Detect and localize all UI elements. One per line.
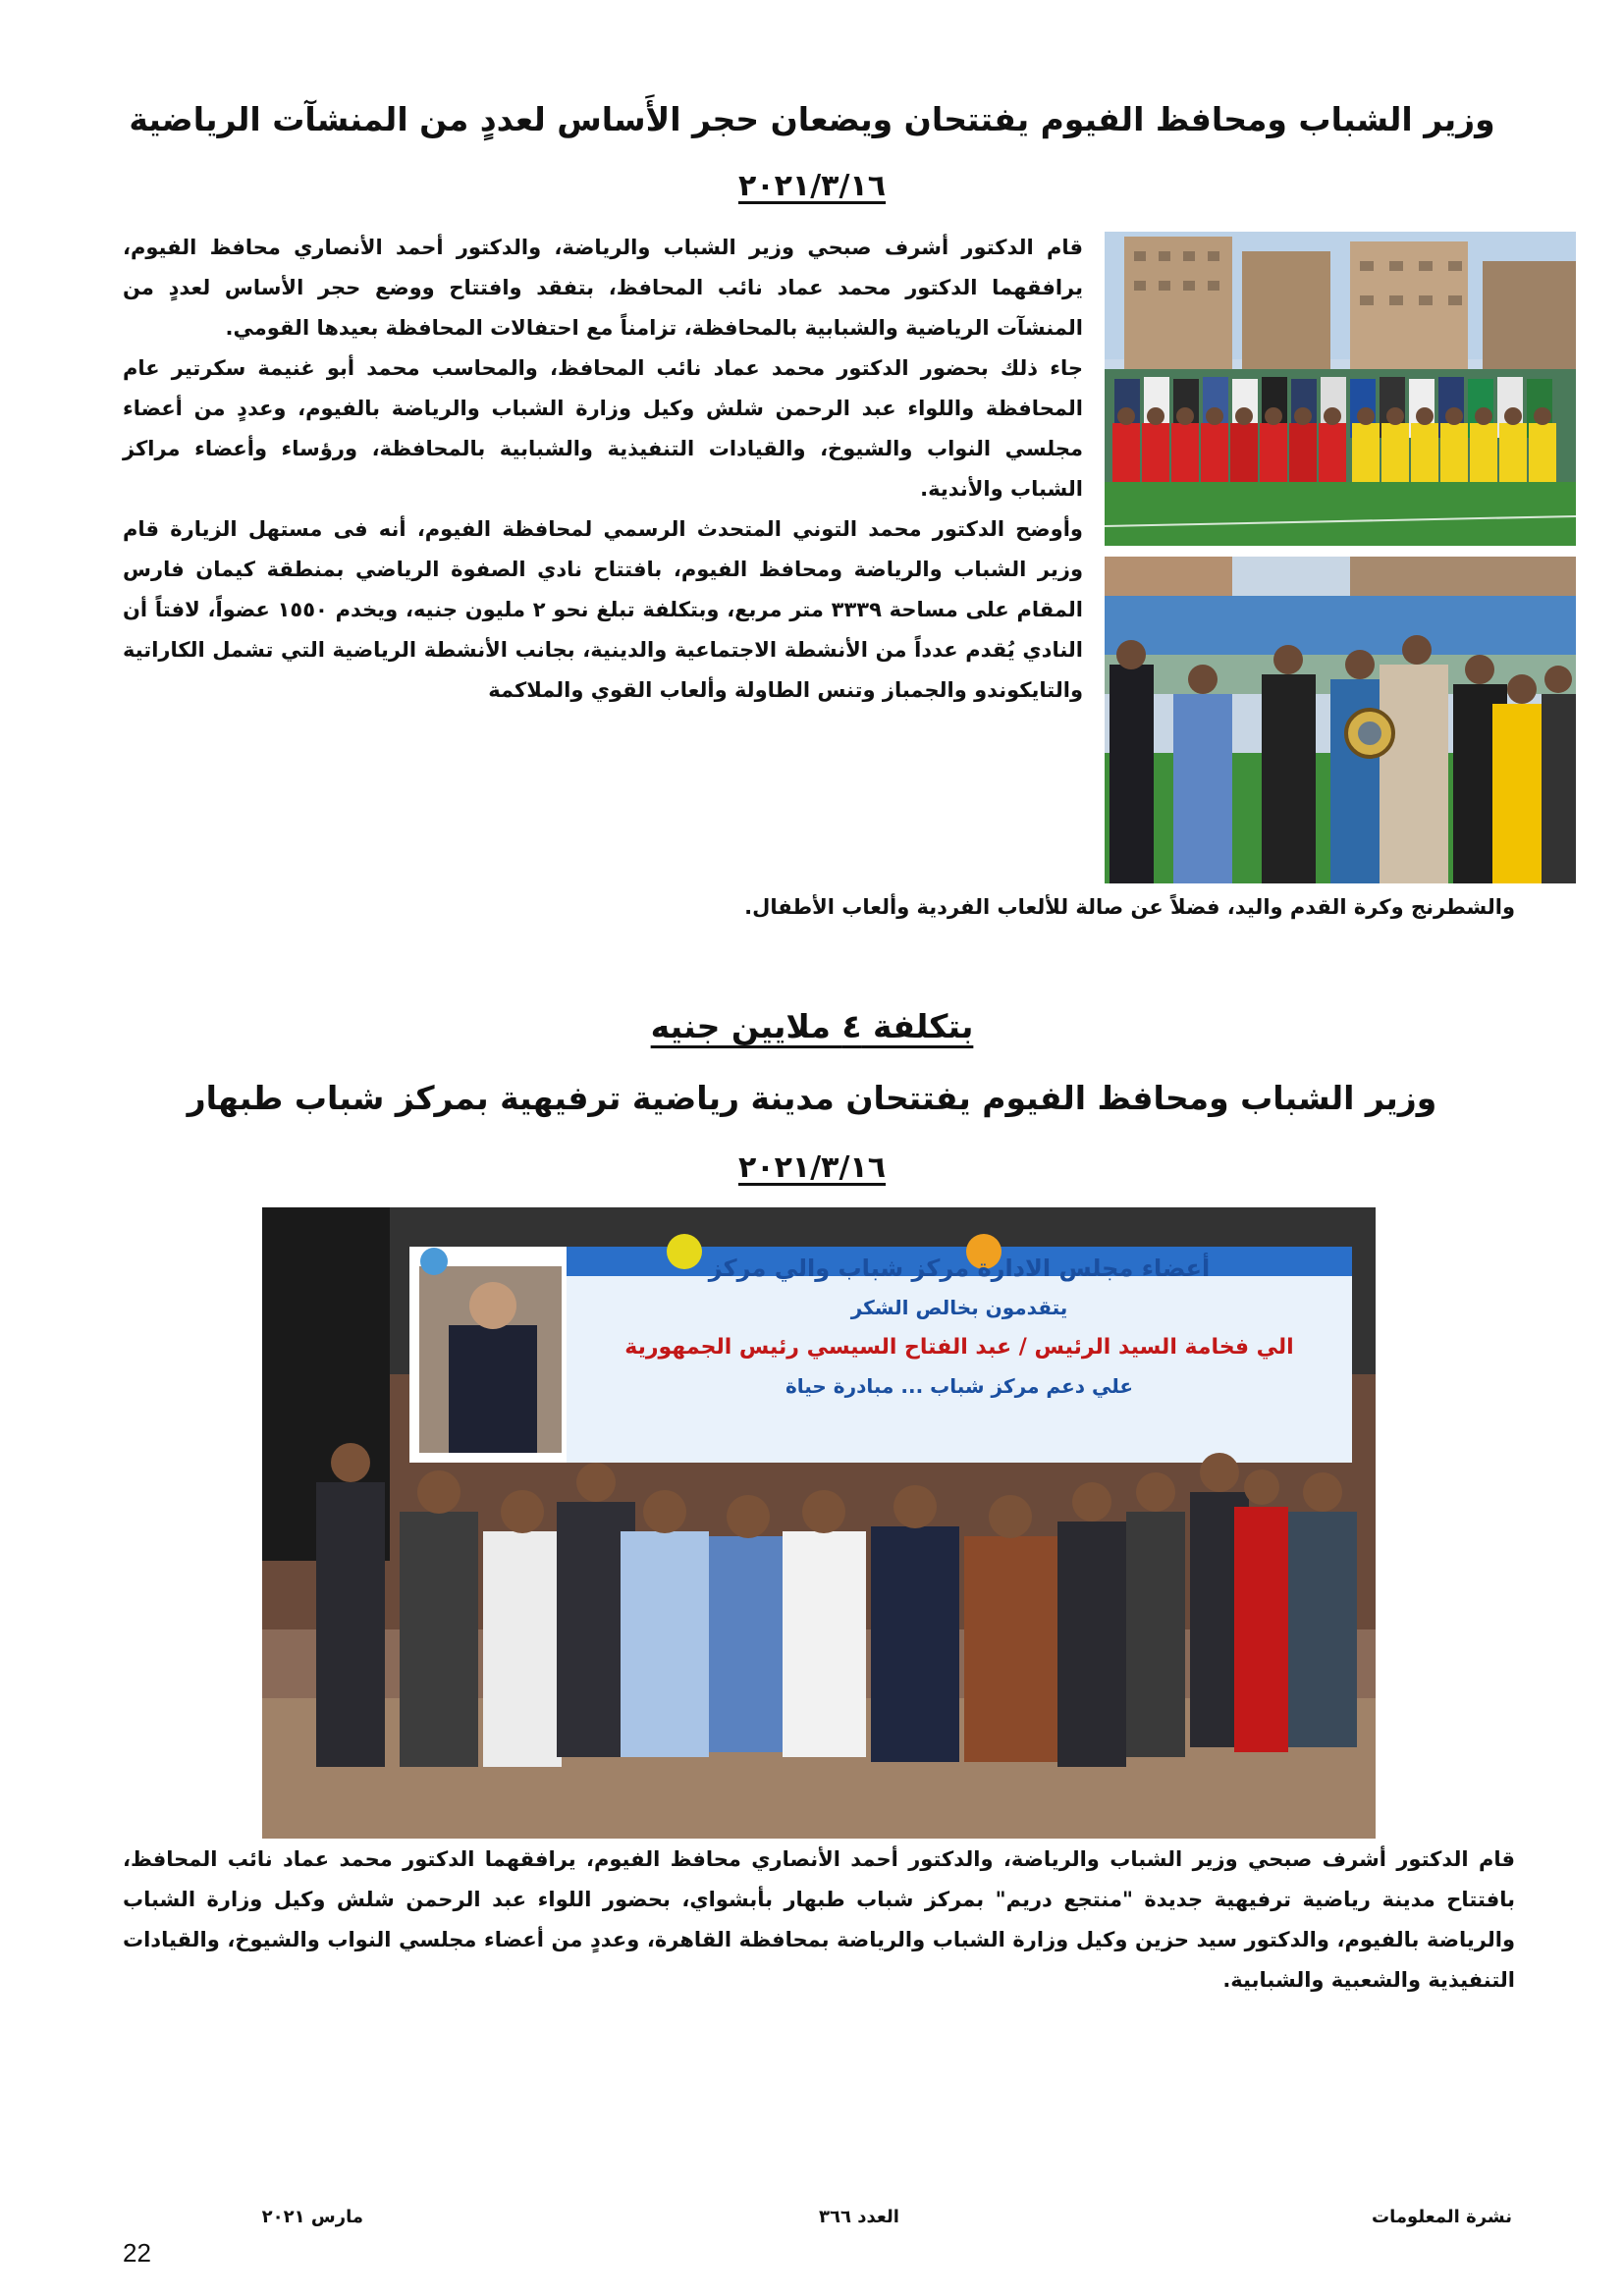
people-illustration [262,1374,1376,1839]
page-number: 22 [123,2238,151,2268]
article1-paragraph: وأوضح الدكتور محمد التوني المتحدث الرسمي لمحافظة الفيوم، أنه فى مستهل الزيارة قام وزير الشباب والرياضة ومحافظ الفيوم، بافتتاح نادي الصفوة الرياضي بمنطقة كيمان فارس المقام على مساحة ٣٣٣٩ متر مربع، وبتكلفة تبلغ نحو ٢ مليون جنيه، ويخدم ١٥٥٠ عضواً، لافتاً أن النادي يُقدم عدداً من الأنشطة الاجتماعية والدينية، بجانب الأنشطة الرياضية التي تشمل الكاراتية والتايكوندو والجمباز وتنس الطاولة وألعاب القوي والملاكمة [123,517,1084,702]
group-photo [262,1207,1376,1839]
article1-paragraph: جاء ذلك بحضور الدكتور محمد عماد نائب المحافظ، والمحاسب محمد أبو غنيمة سكرتير عام المحافظة واللواء عبد الرحمن شلش وكيل وزارة الشباب والرياضة بالفيوم، وعددٍ من أعضاء مجلسي النواب والشيوخ، والقيادات التنفيذية والشبابية بالمحافظة، ورؤساء وأعضاء مراكز الشباب والأندية. [123,356,1083,501]
footer-issue: العدد ٣٦٦ [819,2207,899,2227]
article2-title: وزير الشباب ومحافظ الفيوم يفتتحان مدينة رياضية ترفيهية بمركز شباب طبهار [187,1079,1437,1117]
article2-date: ٢٠٢١/٣/١٦ [737,1150,887,1185]
team-photo [1105,232,1576,546]
banner-line4: علي دعم مركز شباب ... مبادرة حياة [785,1374,1134,1398]
award-photo [1105,557,1576,883]
banner-line1: أعضاء مجلس الادارة مركز شباب والي مركز [708,1255,1211,1282]
article1-tail: والشطرنج وكرة القدم واليد، فضلاً عن صالة للألعاب الفردية وألعاب الأطفال. [744,895,1515,919]
footer-month: مارس ٢٠٢١ [261,2207,363,2227]
article1-paragraph: قام الدكتور أشرف صبحي وزير الشباب والرياضة، والدكتور أحمد الأنصاري محافظ الفيوم، يرافقهما الدكتور محمد عماد نائب المحافظ، بتفقد وافتتاح ووضع حجر الأساس لعددٍ من المنشآت الرياضية والشبابية بالمحافظة، تزامناً مع احتفالات المحافظة بعيدها القومي. [123,236,1083,340]
banner-line2: يتقدمون بخالص الشكر [850,1296,1068,1319]
article1-body [123,228,1083,711]
article1-date: ٢٠٢١/٣/١٦ [737,169,887,203]
article2-kicker: بتكلفة ٤ ملايين جنيه [650,1007,974,1045]
article1-title: وزير الشباب ومحافظ الفيوم يفتتحان ويضعان حجر الأَساس لعددٍ من المنشآت الرياضية [129,100,1495,138]
banner-line3: الي فخامة السيد الرئيس / عبد الفتاح السيسي رئيس الجمهورية [624,1335,1294,1360]
footer-publication: نشرة المعلومات [1372,2207,1512,2227]
article2-paragraph: قام الدكتور أشرف صبحي وزير الشباب والرياضة، والدكتور أحمد الأنصاري محافظ الفيوم، يرافقهما الدكتور محمد عماد نائب المحافظ، بافتتاح مدينة رياضية ترفيهية جديدة "منتجع دريم" بمركز شباب طبهار بأبشواي، بحضور اللواء عبد الرحمن شلش وكيل وزارة الشباب والرياضة بالفيوم، والدكتور سيد حزين وكيل وزارة الشباب والرياضة بمحافظة القاهرة، وعددٍ من أعضاء مجلسي النواب والشيوخ، والقيادات التنفيذية والشعبية والشبابية. [123,1847,1515,1992]
